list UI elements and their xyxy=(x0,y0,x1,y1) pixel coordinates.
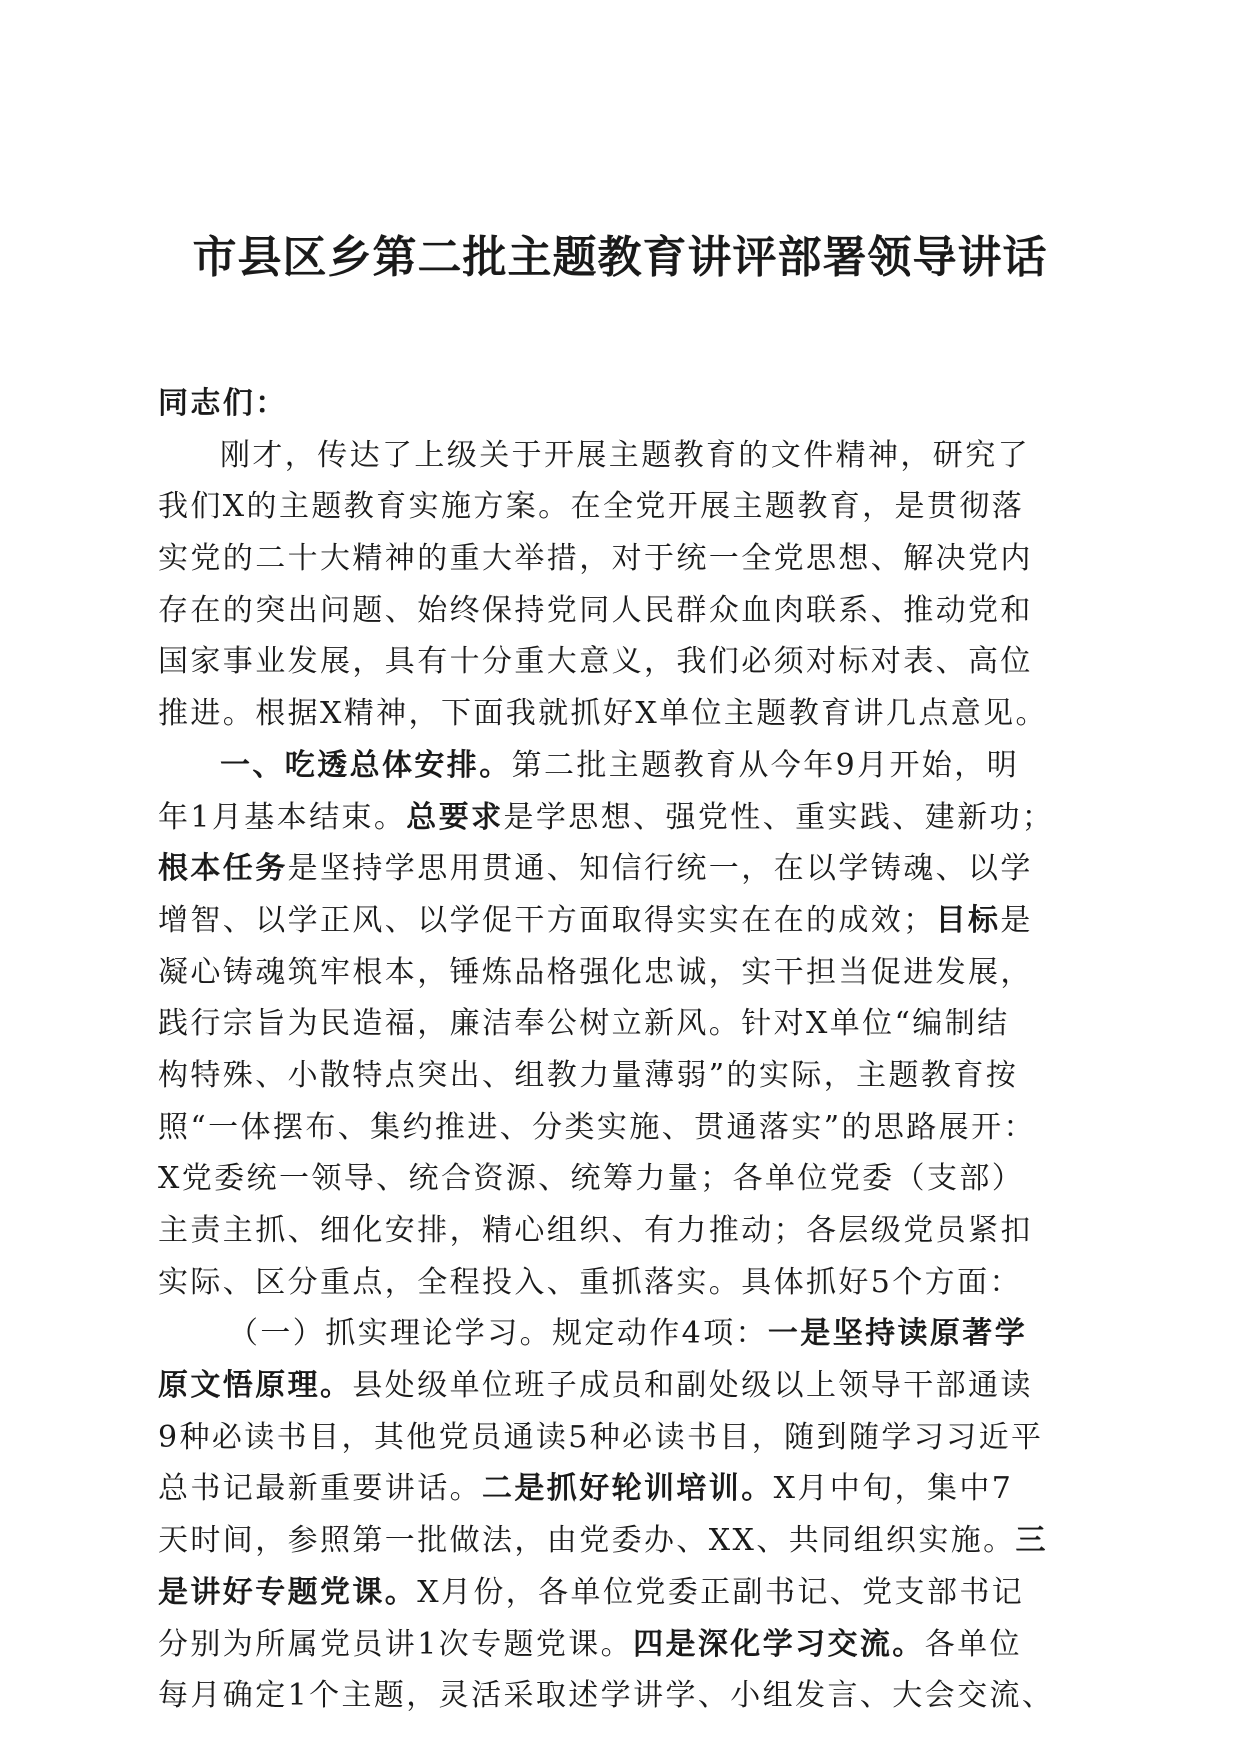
paragraph-line: 构特殊、小散特点突出、组教力量薄弱”的实际，主题教育按 xyxy=(158,1057,1019,1093)
paragraph-line xyxy=(158,1463,1078,1515)
bold-term: 原文悟原理。 xyxy=(158,1368,353,1404)
paragraph-line: X党委统一领导、统合资源、统筹力量；各单位党委（支部） xyxy=(158,1161,1025,1197)
text-run: X月份，各单位党委正副书记、党支部书记 xyxy=(417,1574,1025,1610)
paragraph-line: 刚才，传达了上级关于开展主题教育的文件精神，研究了 xyxy=(220,437,1030,473)
paragraph-line: 实党的二十大精神的重大举措，对于统一全党思想、解决党内 xyxy=(158,541,1033,577)
bold-term: 四是深化学习交流。 xyxy=(633,1626,925,1662)
text-run: 分别为所属党员讲1次专题党课。 xyxy=(158,1626,634,1662)
paragraph-line: 照“一体摆布、集约推进、分类实施、贯通落实”的思路展开： xyxy=(158,1109,1036,1145)
document-body xyxy=(158,378,1078,1722)
paragraph-line xyxy=(158,1308,1078,1360)
paragraph-line: 践行宗旨为民造福，廉洁奉公树立新风。针对X单位“编制结 xyxy=(158,1006,1010,1042)
paragraph-line: 实际、区分重点，全程投入、重抓落实。具体抓好5个方面： xyxy=(158,1264,1022,1300)
text-run: 各单位 xyxy=(924,1626,1022,1662)
text-run: 年1月基本结束。 xyxy=(158,799,407,835)
paragraph-line xyxy=(158,1360,1078,1412)
text-run: X月中旬，集中7 xyxy=(773,1471,1014,1507)
paragraph-line: 推进。根据X精神，下面我就抓好X单位主题教育讲几点意见。 xyxy=(158,696,1048,732)
paragraph-line: 每月确定1个主题，灵活采取述学讲学、小组发言、大会交流、 xyxy=(158,1678,1055,1714)
salutation: 同志们： xyxy=(158,386,288,421)
bold-term: 一是坚持读原著学 xyxy=(767,1316,1028,1352)
paragraph-line xyxy=(158,1515,1078,1567)
text-run: 天时间，参照第一批做法，由党委办、XX、共同组织实施。 xyxy=(158,1523,1016,1559)
paragraph-line: 主责主抓、细化安排，精心组织、有力推动；各层级党员紧扣 xyxy=(158,1213,1033,1248)
bold-term: 二是抓好轮训培训。 xyxy=(482,1471,774,1507)
document-title: 市县区乡第二批主题教育讲评部署领导讲话 xyxy=(192,232,1048,283)
text-run: 增智、以学正风、以学促干方面取得实实在在的成效； xyxy=(158,902,936,938)
paragraph-line xyxy=(158,895,1078,947)
paragraph-line: 存在的突出问题、始终保持党同人民群众血肉联系、推动党和 xyxy=(158,592,1033,628)
text-run: 总书记最新重要讲话。 xyxy=(158,1471,482,1507)
paragraph-line xyxy=(158,1619,1078,1671)
bold-term: 是讲好专题党课。 xyxy=(158,1574,418,1610)
text-run: 是 xyxy=(1000,902,1033,938)
paragraph-line xyxy=(158,843,1078,895)
text-run: 第二批主题教育从今年9月开始，明 xyxy=(511,747,1020,783)
bold-term: 总要求 xyxy=(406,799,504,835)
bold-term: 目标 xyxy=(935,902,1001,938)
paragraph-line: 9种必读书目，其他党员通读5种必读书目，随到随学习习近平 xyxy=(158,1419,1044,1455)
text-run: 是学思想、强党性、重实践、建新功； xyxy=(503,799,1055,835)
paragraph-line: 国家事业发展，具有十分重大意义，我们必须对标对表、高位 xyxy=(158,644,1033,680)
text-run: 是坚持学思用贯通、知信行统一，在以学铸魂、以学 xyxy=(287,851,1033,887)
text-run: 县处级单位班子成员和副处级以上领导干部通读 xyxy=(352,1368,1033,1404)
paragraph-line: 我们X的主题教育实施方案。在全党开展主题教育，是贯彻落 xyxy=(158,489,1025,525)
paragraph-line: 凝心铸魂筑牢根本，锤炼品格强化忠诚，实干担当促进发展， xyxy=(158,954,1033,990)
subsection-heading: （一）抓实理论学习。规定动作4项： xyxy=(228,1316,768,1352)
bold-term: 三 xyxy=(1015,1523,1048,1559)
paragraph-line xyxy=(158,792,1078,844)
paragraph-line xyxy=(158,740,1078,792)
section-heading: 一、吃透总体安排。 xyxy=(220,747,512,783)
paragraph-line xyxy=(158,1567,1078,1619)
bold-term: 根本任务 xyxy=(158,851,288,887)
